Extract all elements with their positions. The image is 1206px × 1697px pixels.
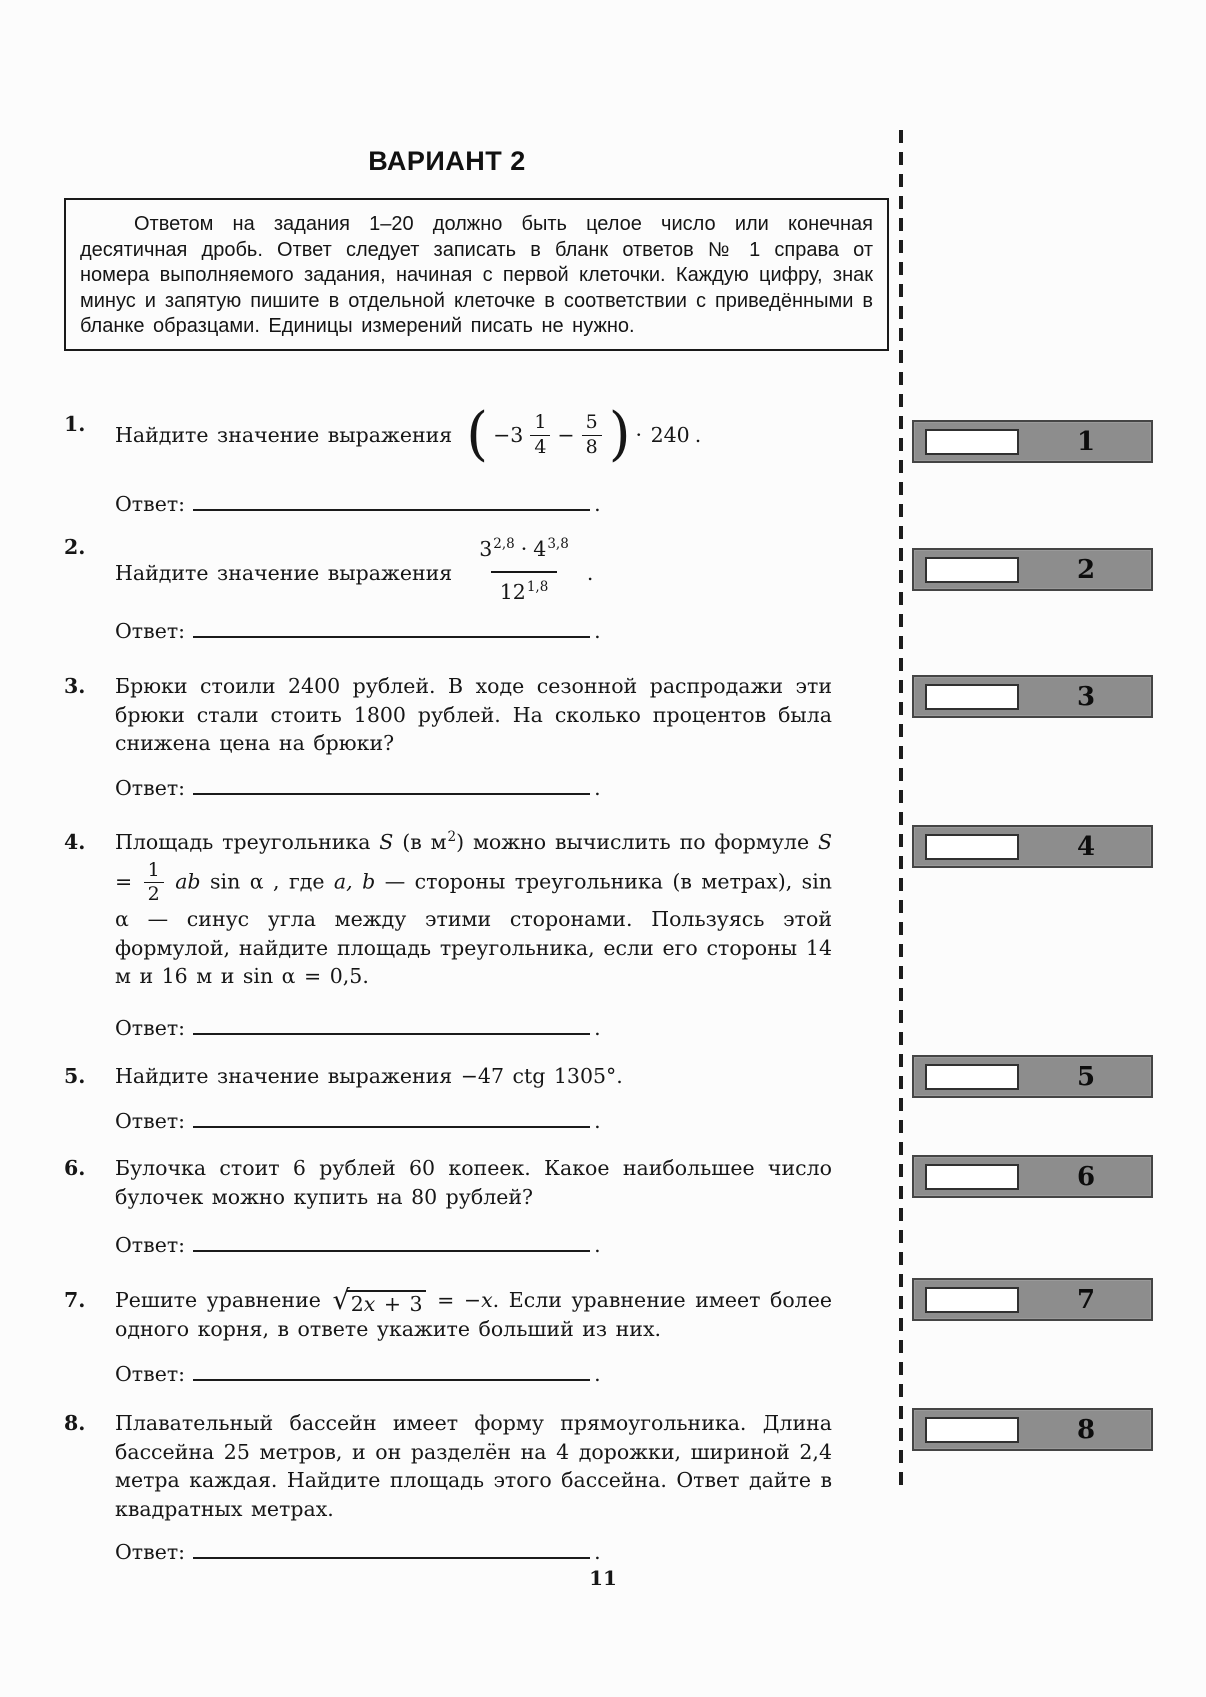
fraction-denominator: 4 xyxy=(530,435,550,458)
answer-box-5 xyxy=(912,1055,1153,1098)
answer-line-2 xyxy=(115,616,601,643)
problem-3-text: Брюки стоили 2400 рублей. В ходе сезонной распродажи эти брюки стали стоить 1800 рублей. На сколько процентов была снижена цена на брюки? xyxy=(115,674,832,755)
answer-blank xyxy=(193,1537,590,1559)
answer-box-3 xyxy=(912,675,1153,718)
problem-4 xyxy=(64,828,834,991)
minus-operator: − xyxy=(557,422,575,447)
fraction-numerator: 1 xyxy=(534,411,547,434)
answer-box-8-field xyxy=(925,1417,1019,1443)
answer-box-6-number: 6 xyxy=(1077,1161,1096,1192)
answer-label: Ответ: xyxy=(115,619,186,643)
problem-2-number: 2. xyxy=(64,535,86,559)
problem-5-number: 5. xyxy=(64,1064,86,1088)
answer-period: . xyxy=(594,1109,601,1133)
answer-line-3 xyxy=(115,773,601,800)
text-segment: sin α , где xyxy=(210,868,325,893)
problem-3 xyxy=(64,672,834,758)
instructions-box xyxy=(64,198,889,351)
answer-box-8 xyxy=(912,1408,1153,1451)
exponent-1-8: 1,8 xyxy=(526,578,549,595)
instructions-text: Ответом на задания 1–20 должно быть целое число или конечная десятичная дробь. Ответ следует записать в бланк ответов № 1 справа от номера выполняемого задания, начиная с первой клеточки. Каждую цифру, знак минус и запятую пишите в отдельной клеточке в соответствии с приведёнными в бланке образцами. Единицы измерений писать не нужно. xyxy=(80,213,873,337)
answer-line-8 xyxy=(115,1537,601,1564)
answer-box-5-field xyxy=(925,1064,1019,1090)
fraction-denominator xyxy=(491,571,558,614)
answer-period: . xyxy=(594,776,601,800)
variable-ab: ab xyxy=(175,868,201,893)
answer-box-8-number: 8 xyxy=(1077,1414,1096,1445)
problem-7-number: 7. xyxy=(64,1288,86,1312)
text-segment: — стороны треугольника (в метрах), sin α — синус угла между этими сторонами. Пользуясь этой формулой, найдите площадь треугольника, если его стороны 14 м и 16 м и sin α = 0,5. xyxy=(115,868,832,989)
variant-title: ВАРИАНТ 2 xyxy=(368,146,526,176)
answer-line-6 xyxy=(115,1230,601,1257)
equals-minus: = − xyxy=(437,1288,482,1312)
answer-blank xyxy=(193,1106,590,1128)
fraction-denominator: 2 xyxy=(144,882,164,905)
exponent-2-8: 2,8 xyxy=(493,536,515,552)
period: . xyxy=(586,560,594,585)
answer-box-2-number: 2 xyxy=(1077,554,1096,585)
fraction-numerator: 5 xyxy=(585,411,598,434)
answer-period: . xyxy=(594,1540,601,1564)
answer-blank xyxy=(193,1013,590,1035)
plus-3: + 3 xyxy=(383,1292,423,1316)
multiplier: · 240 xyxy=(635,422,690,447)
radical-sign: √ xyxy=(332,1285,350,1316)
multiplication-dot: · xyxy=(520,537,528,561)
text-segment: (в м xyxy=(402,830,447,854)
answer-box-1 xyxy=(912,420,1153,463)
fraction-five-eighths xyxy=(582,412,602,458)
answer-blank xyxy=(193,773,590,795)
answer-box-7 xyxy=(912,1278,1153,1321)
answer-box-2-field xyxy=(925,557,1019,583)
problem-5-text: Найдите значение выражения −47 ctg 1305°. xyxy=(115,1064,623,1088)
answer-label: Ответ: xyxy=(115,776,186,800)
answer-period: . xyxy=(594,492,601,516)
problem-1-content xyxy=(115,401,832,468)
answer-box-5-number: 5 xyxy=(1077,1061,1096,1092)
problem-2-formula xyxy=(466,533,593,613)
answer-box-6-field xyxy=(925,1164,1019,1190)
answer-box-7-field xyxy=(925,1287,1019,1313)
problem-1-lead: Найдите значение выражения xyxy=(115,422,453,447)
problem-6-text: Булочка стоит 6 рублей 60 копеек. Какое наибольшее число булочек можно купить на 80 рублей? xyxy=(115,1156,832,1209)
answer-box-4-field xyxy=(925,834,1019,860)
answer-blank xyxy=(193,489,590,511)
answer-box-1-number: 1 xyxy=(1077,426,1096,457)
answer-label: Ответ: xyxy=(115,492,186,516)
problem-7-lead: Решите уравнение xyxy=(115,1288,321,1312)
answer-label: Ответ: xyxy=(115,1109,186,1133)
text-segment: ) можно вычислить по формуле xyxy=(456,830,810,854)
base-4: 4 xyxy=(533,537,547,561)
answer-label: Ответ: xyxy=(115,1362,186,1386)
problem-8-text: Плавательный бассейн имеет форму прямоугольника. Длина бассейна 25 метров, и он разделён на 4 дорожки, шириной 2,4 метра каждая. Найдите площадь этого бассейна. Ответ дайте в квадратных метрах. xyxy=(115,1411,832,1521)
fraction-numerator: 1 xyxy=(147,858,160,881)
page-number: 11 xyxy=(589,1566,617,1590)
problem-2 xyxy=(64,533,834,613)
variable-a: a, xyxy=(333,868,353,893)
answer-line-5 xyxy=(115,1106,601,1133)
answer-box-7-number: 7 xyxy=(1077,1284,1096,1315)
period: . xyxy=(492,1288,500,1312)
integer-part: −3 xyxy=(493,422,524,447)
answer-line-4 xyxy=(115,1013,601,1040)
answer-box-4-number: 4 xyxy=(1077,831,1096,862)
dashed-divider xyxy=(899,130,903,1490)
answer-box-2 xyxy=(912,548,1153,591)
power-fraction xyxy=(470,533,578,613)
answer-period: . xyxy=(594,1233,601,1257)
problem-2-content xyxy=(115,533,832,613)
equals-sign: = xyxy=(115,868,133,893)
base-3: 3 xyxy=(479,537,493,561)
variable-S: S xyxy=(379,830,394,854)
radicand xyxy=(347,1290,426,1314)
exponent-3-8: 3,8 xyxy=(547,536,569,552)
period: . xyxy=(694,422,702,447)
coefficient: 2 xyxy=(350,1292,364,1316)
fraction-numerator xyxy=(470,533,578,571)
problem-1 xyxy=(64,401,834,472)
answer-label: Ответ: xyxy=(115,1540,186,1564)
problem-4-text xyxy=(115,828,832,991)
answer-period: . xyxy=(594,1016,601,1040)
problem-8-number: 8. xyxy=(64,1411,86,1435)
problem-5 xyxy=(64,1062,834,1091)
close-paren: ) xyxy=(608,401,631,468)
square-root xyxy=(332,1285,425,1316)
problem-8 xyxy=(64,1409,834,1523)
answer-label: Ответ: xyxy=(115,1016,186,1040)
answer-box-6 xyxy=(912,1155,1153,1198)
variable-b: b xyxy=(362,868,376,893)
fraction-denominator: 8 xyxy=(582,435,602,458)
superscript-2: 2 xyxy=(447,829,457,845)
answer-box-3-number: 3 xyxy=(1077,681,1096,712)
variable-x: x xyxy=(363,1292,376,1316)
answer-period: . xyxy=(594,1362,601,1386)
fraction-one-quarter xyxy=(530,412,550,458)
fraction-one-half xyxy=(144,860,164,906)
base-12: 12 xyxy=(499,579,526,604)
answer-blank xyxy=(193,1359,590,1381)
answer-line-1 xyxy=(115,489,601,516)
variable-x: x xyxy=(481,1288,493,1312)
answer-box-4 xyxy=(912,825,1153,868)
problem-2-lead: Найдите значение выражения xyxy=(115,560,453,585)
answer-label: Ответ: xyxy=(115,1233,186,1257)
text-segment: Площадь треугольника xyxy=(115,830,371,854)
answer-blank xyxy=(193,616,590,638)
variable-S: S xyxy=(817,830,832,854)
problem-4-number: 4. xyxy=(64,830,86,854)
problem-6-number: 6. xyxy=(64,1156,86,1180)
text-segment: Если уравнение имеет более одного корня, в ответе укажите больший из них. xyxy=(115,1288,832,1341)
answer-blank xyxy=(193,1230,590,1252)
problem-3-number: 3. xyxy=(64,674,86,698)
answer-period: . xyxy=(594,619,601,643)
answer-box-1-field xyxy=(925,429,1019,455)
problem-7-text xyxy=(115,1286,832,1343)
open-paren: ( xyxy=(466,401,489,468)
answer-line-7 xyxy=(115,1359,601,1386)
problem-1-number: 1. xyxy=(64,412,86,436)
problem-1-formula xyxy=(466,401,702,468)
problem-7 xyxy=(64,1286,834,1343)
problem-6 xyxy=(64,1154,834,1211)
answer-box-3-field xyxy=(925,684,1019,710)
